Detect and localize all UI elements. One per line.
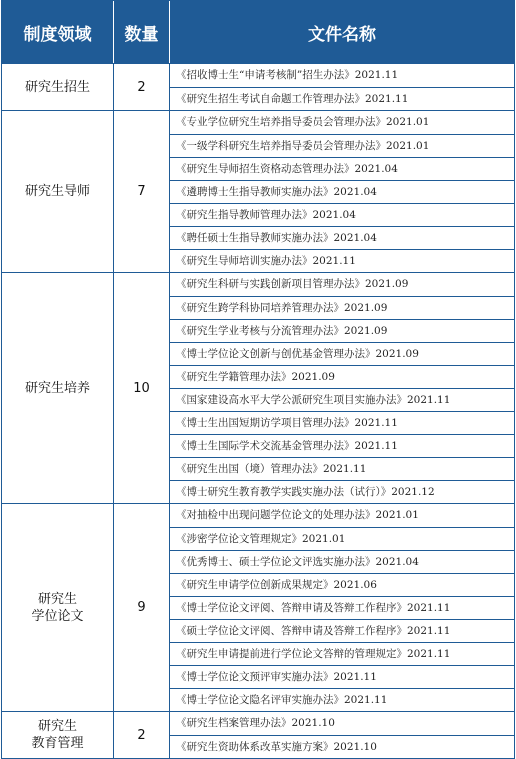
header-domain: 制度领域	[2, 1, 114, 63]
document-row: 《研究生学籍管理办法》2021.09	[170, 365, 514, 388]
header-count: 数量	[114, 1, 170, 63]
document-row: 《研究生跨学科协同培养管理办法》2021.09	[170, 296, 514, 319]
count-cell: 2	[114, 712, 170, 758]
document-row: 《遴聘博士生指导教师实施办法》2021.04	[170, 180, 514, 203]
document-row: 《博士学位论文评阅、答辩申请及答辩工作程序》2021.11	[170, 596, 514, 619]
document-row: 《研究生申请提前进行学位论文答辩的管理规定》2021.11	[170, 642, 514, 665]
document-row: 《国家建设高水平大学公派研究生项目实施办法》2021.11	[170, 388, 514, 411]
count-cell: 9	[114, 504, 170, 711]
table-header	[2, 1, 514, 63]
category-group	[2, 63, 514, 110]
document-list	[170, 64, 514, 110]
table-body	[2, 63, 514, 758]
document-row: 《聘任硕士生指导教师实施办法》2021.04	[170, 226, 514, 249]
document-row: 《博士生出国短期访学项目管理办法》2021.11	[170, 411, 514, 434]
document-list	[170, 273, 514, 503]
category-cell: 研究生培养	[2, 273, 114, 503]
category-cell: 研究生 教育管理	[2, 712, 114, 758]
document-row: 《研究生科研与实践创新项目管理办法》2021.09	[176, 278, 409, 290]
document-row: 《对抽检中出现问题学位论文的处理办法》2021.01	[176, 509, 419, 521]
count-cell: 7	[114, 111, 170, 272]
document-row: 《研究生导师培训实施办法》2021.11	[170, 249, 514, 272]
category-cell: 研究生招生	[2, 64, 114, 110]
document-row: 《研究生出国（境）管理办法》2021.11	[170, 457, 514, 480]
document-list	[170, 504, 514, 711]
document-row: 《涉密学位论文管理规定》2021.01	[170, 527, 514, 550]
document-row: 《博士学位论文隐名评审实施办法》2021.11	[170, 688, 514, 711]
header-filename: 文件名称	[308, 24, 376, 45]
count-cell: 2	[114, 64, 170, 110]
document-row: 《研究生学业考核与分流管理办法》2021.09	[170, 319, 514, 342]
document-row: 《专业学位研究生培养指导委员会管理办法》2021.01	[176, 116, 430, 128]
document-row: 《研究生资助体系改革实施方案》2021.10	[170, 735, 514, 758]
document-row: 《博士学位论文创新与创优基金管理办法》2021.09	[170, 342, 514, 365]
category-cell: 研究生 学位论文	[2, 504, 114, 711]
regulations-table	[1, 0, 515, 759]
document-row: 《优秀博士、硕士学位论文评选实施办法》2021.04	[170, 550, 514, 573]
document-row: 《研究生招生考试自命题工作管理办法》2021.11	[170, 87, 514, 110]
document-row: 《博士学位论文预评审实施办法》2021.11	[170, 665, 514, 688]
document-row: 《研究生指导教师管理办法》2021.04	[170, 203, 514, 226]
category-group	[2, 711, 514, 758]
category-group	[2, 503, 514, 711]
document-list	[170, 111, 514, 272]
document-row: 《招收博士生“申请考核制”招生办法》2021.11	[176, 69, 399, 81]
category-group	[2, 110, 514, 272]
document-row: 《研究生申请学位创新成果规定》2021.06	[170, 573, 514, 596]
document-row: 《博士研究生教育教学实践实施办法（试行）》2021.12	[170, 480, 514, 503]
document-row: 《研究生导师招生资格动态管理办法》2021.04	[170, 157, 514, 180]
category-group	[2, 272, 514, 503]
count-cell: 10	[114, 273, 170, 503]
category-cell: 研究生导师	[2, 111, 114, 272]
document-row: 《博士生国际学术交流基金管理办法》2021.11	[170, 434, 514, 457]
document-row: 《一级学科研究生培养指导委员会管理办法》2021.01	[170, 134, 514, 157]
document-row: 《研究生档案管理办法》2021.10	[176, 717, 335, 729]
document-list	[170, 712, 514, 758]
document-row: 《硕士学位论文评阅、答辩申请及答辩工作程序》2021.11	[170, 619, 514, 642]
